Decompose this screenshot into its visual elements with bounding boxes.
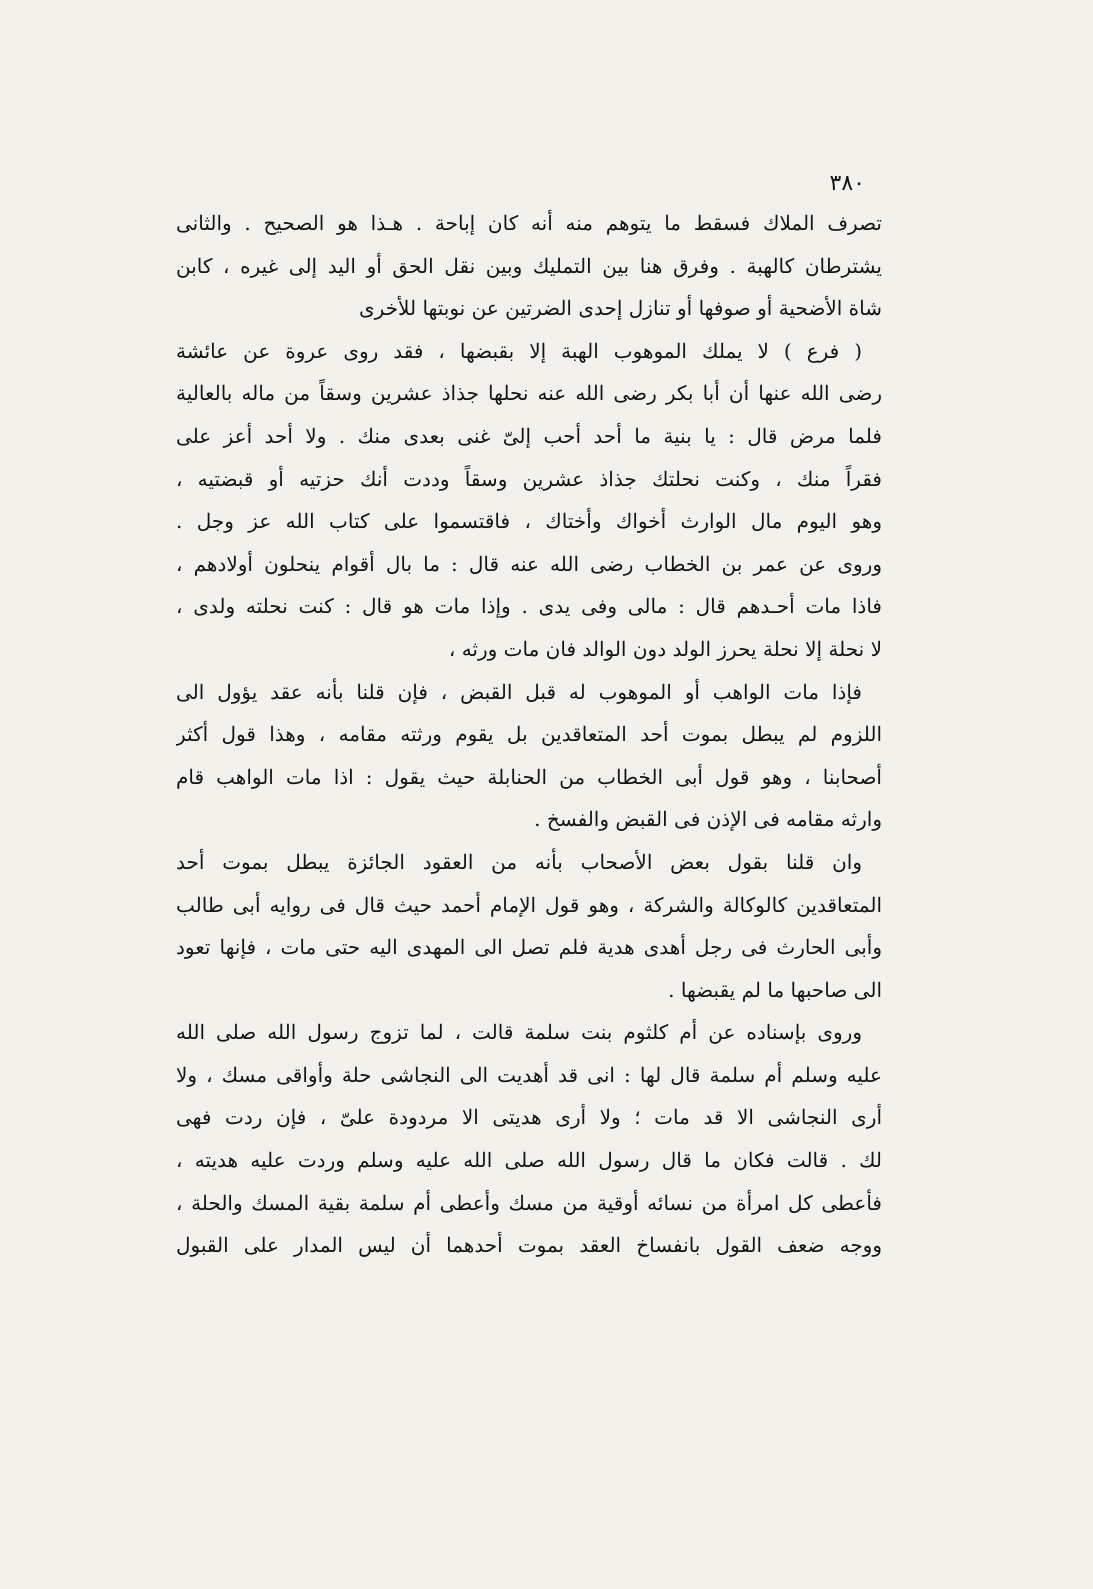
body-text	[176, 202, 882, 1267]
text-line: وهو اليوم مال الوارث أخواك وأختاك ، فاقتسموا على كتاب الله عز وجل .	[176, 509, 882, 534]
text-line: وارثه مقامه فى الإذن فى القبض والفسخ .	[534, 807, 882, 832]
text-line: أصحابنا ، وهو قول أبى الخطاب من الحنابلة حيث يقول : اذا مات الواهب قام	[176, 764, 882, 789]
text-line: اللزوم لم يبطل بموت أحد المتعاقدين بل يقوم ورثته مقامه ، وهذا قول أكثر	[176, 722, 882, 747]
text-line: فقراً منك ، وكنت نحلتك جذاذ عشرين وسقاً وددت أنك حزتيه أو قبضتيه ،	[176, 466, 882, 491]
text-line: وأبى الحارث فى رجل أهدى هدية فلم تصل الى المهدى اليه حتى مات ، فإنها تعود	[176, 935, 882, 960]
text-line: الى صاحبها ما لم يقبضها .	[668, 977, 882, 1002]
text-line: تصرف الملاك فسقط ما يتوهم منه أنه كان إباحة . هـذا هو الصحيح . والثانى	[176, 211, 882, 235]
page-number: ٣٨٠	[829, 171, 865, 196]
text-line: وان قلنا بقول بعض الأصحاب بأنه من العقود الجائزة يبطل بموت أحد	[176, 849, 862, 874]
text-line: ( فرع ) لا يملك الموهوب الهبة إلا بقبضها ، فقد روى عروة عن عائشة	[176, 338, 862, 363]
text-line: فإذا مات الواهب أو الموهوب له قبل القبض ، فإن قلنا بأنه عقد يؤول الى	[176, 679, 862, 704]
text-line: لك . قالت فكان ما قال رسول الله صلى الله عليه وسلم وردت عليه هديته ،	[176, 1148, 882, 1173]
text-line: فاذا مات أحـدهم قال : مالى وفى يدى . وإذا مات هو قال : كنت نحلته ولدى ،	[176, 594, 882, 619]
text-line: فأعطى كل امرأة من نسائه أوقية من مسك وأعطى أم سلمة بقية المسك والحلة ،	[176, 1190, 882, 1215]
text-line: وروى بإسناده عن أم كلثوم بنت سلمة قالت ، لما تزوج رسول الله صلى الله	[176, 1020, 862, 1045]
text-line: وروى عن عمر بن الخطاب رضى الله عنه قال : ما بال أقوام ينحلون أولادهم ،	[176, 551, 882, 576]
text-line: يشترطان كالهبة . وفرق هنا بين التمليك وبين نقل الحق أو اليد إلى غيره ، كابن	[176, 253, 882, 278]
text-line: أرى النجاشى الا قد مات ؛ ولا أرى هديتى الا مردودة علىّ ، فإن ردت فهى	[176, 1105, 882, 1130]
text-line: فلما مرض قال : يا بنية ما أحد أحب إلىّ غنى بعدى منك . ولا أحد أعز على	[176, 423, 882, 448]
text-line: عليه وسلم أم سلمة قال لها : انى قد أهديت الى النجاشى حلة وأواقى مسك ، ولا	[176, 1062, 882, 1087]
text-line: المتعاقدين كالوكالة والشركة ، وهو قول الإمام أحمد حيث قال فى روايه أبى طالب	[176, 892, 882, 917]
text-line: شاة الأضحية أو صوفها أو تنازل إحدى الضرتين عن نوبتها للأخرى	[359, 296, 882, 321]
text-line: رضى الله عنها أن أبا بكر رضى الله عنه نحلها جذاذ عشرين وسقاً من ماله بالعالية	[176, 381, 882, 406]
text-line: ووجه ضعف القول بانفساخ العقد بموت أحدهما أن ليس المدار على القبول	[176, 1233, 882, 1258]
text-line: لا نحلة إلا نحلة يحرز الولد دون الوالد فان مات ورثه ،	[448, 636, 882, 661]
